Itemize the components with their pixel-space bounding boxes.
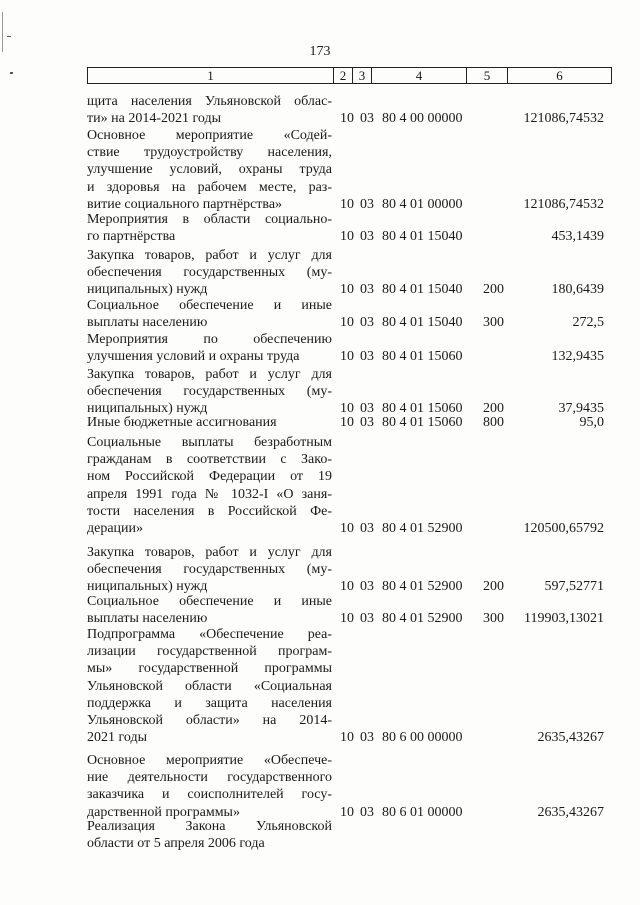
description-line: заказчика и соисполнителей госу- [87,787,332,803]
description-line: щита населения Ульяновской облас- [87,94,332,109]
row-amount: 37,9435 [558,401,604,417]
section-code: 10 [340,804,354,820]
row-amount: 2635,43267 [537,730,604,746]
description-line: Ульяновской области» на 2014- [87,713,332,729]
subsection-code: 03 [360,349,374,365]
target-article-code: 80 4 01 00000 [382,196,463,212]
row-description [87,818,332,852]
description-line: ние деятельности государственного [87,770,332,786]
page-number: 173 [309,44,331,59]
scan-edge [2,12,3,52]
expense-type-code: 300 [483,611,504,627]
section-code: 10 [340,401,354,417]
scan-mark [10,72,13,74]
row-description [87,544,332,596]
description-line: ниципальных) нужд [87,579,208,595]
description-line: Социальные выплаты безработным [87,435,332,450]
section-code: 10 [340,521,354,536]
description-line: Социальное обеспечение и иные [87,594,332,609]
table-header [87,67,612,84]
row-description [87,434,332,537]
expense-type-code: 200 [483,401,504,417]
header-col-5: 5 [467,68,508,83]
scan-mark [7,36,11,37]
header-col-6: 6 [556,68,563,83]
subsection-code: 03 [360,315,374,331]
description-line: выплаты населению [87,315,208,331]
subsection-code: 03 [360,415,374,430]
expense-type-code: 200 [483,282,504,298]
section-code: 10 [340,730,354,746]
target-article-code: 80 4 01 15040 [382,282,463,298]
section-code: 10 [340,196,354,212]
row-amount: 597,52771 [544,579,604,595]
row-description [87,211,332,245]
description-line: ти» на 2014-2021 годы [87,111,221,127]
header-col-4: 4 [372,68,467,83]
description-line: выплаты населению [87,611,208,627]
target-article-code: 80 6 00 00000 [382,730,463,746]
description-line: ниципальных) нужд [87,282,208,298]
description-line: Закупка товаров, работ и услуг для [87,367,332,382]
description-line: ниципальных) нужд [87,401,208,417]
subsection-code: 03 [360,730,374,746]
description-line: ствие трудоустройству населения, [87,145,332,161]
description-line: витие социального партнёрства» [87,196,283,212]
target-article-code: 80 4 01 52900 [382,521,463,536]
row-description [87,297,332,331]
description-line: дарственной программы» [87,804,240,820]
header-col-2: 2 [334,68,353,83]
description-line: поддержка и защита населения [87,695,332,711]
description-line: Основное мероприятие «Обеспече- [87,753,332,768]
target-article-code: 80 4 01 52900 [382,579,463,595]
description-line: апреля 1991 года № 1032-I «О заня- [87,486,332,502]
subsection-code: 03 [360,282,374,298]
row-amount: 119903,13021 [524,611,604,627]
subsection-code: 03 [360,111,374,127]
row-amount: 121086,74532 [523,196,604,212]
subsection-code: 03 [360,196,374,212]
subsection-code: 03 [360,804,374,820]
row-description [87,593,332,627]
description-line: области от 5 апреля 2006 года [87,836,265,852]
target-article-code: 80 4 01 15060 [382,415,463,430]
section-code: 10 [340,315,354,331]
section-code: 10 [340,282,354,298]
expense-type-code: 800 [483,415,504,430]
target-article-code: 80 4 01 15060 [382,401,463,417]
target-article-code: 80 4 01 52900 [382,611,463,627]
description-line: Подпрограмма «Обеспечение реа- [87,627,332,642]
subsection-code: 03 [360,401,374,417]
target-article-code: 80 4 01 15040 [382,315,463,331]
description-line: Закупка товаров, работ и услуг для [87,248,332,263]
description-line: дерации» [87,521,144,537]
target-article-code: 80 4 00 00000 [382,111,463,127]
expense-type-code: 200 [483,579,504,595]
section-code: 10 [340,229,354,245]
description-line: гражданам в соответствии с Зако- [87,452,332,468]
row-description [87,247,332,299]
description-line: Реализация Закона Ульяновской [87,819,332,834]
row-amount: 121086,74532 [523,111,604,127]
expense-type-code: 300 [483,315,504,331]
section-code: 10 [340,415,354,430]
description-line: улучшения условий и охраны труда [87,349,300,365]
description-line: обеспечения государственных (му- [87,562,332,578]
row-description [87,331,332,365]
section-code: 10 [340,611,354,627]
description-line: Ульяновской области «Социальная [87,678,332,694]
row-amount: 180,6439 [551,282,604,298]
description-line: ном Российской Федерации от 19 [87,469,332,485]
description-line: обеспечения государственных (му- [87,265,332,281]
header-col-3: 3 [353,68,372,83]
row-description [87,626,332,746]
row-amount: 120500,65792 [523,521,604,536]
row-description [87,414,332,431]
row-amount: 453,1439 [551,229,604,245]
description-line: Мероприятия в области социально- [87,212,332,227]
subsection-code: 03 [360,579,374,595]
row-amount: 272,5 [572,315,604,331]
description-line: тости населения в Российской Фе- [87,503,332,519]
row-description [87,752,332,821]
row-description [87,366,332,418]
description-line: лизации государственной програм- [87,644,332,660]
description-line: го партнёрства [87,229,176,245]
row-amount: 2635,43267 [537,804,604,820]
row-description [87,127,332,213]
description-line: улучшение условий, охраны труда [87,162,332,178]
target-article-code: 80 4 01 15060 [382,349,463,365]
description-line: мы» государственной программы [87,661,332,677]
description-line: 2021 годы [87,730,148,746]
row-amount: 132,9435 [551,349,604,365]
subsection-code: 03 [360,229,374,245]
target-article-code: 80 4 01 15040 [382,229,463,245]
row-amount: 95,0 [579,415,604,430]
description-line: Социальное обеспечение и иные [87,298,332,313]
description-line: и здоровья на рабочем месте, раз- [87,179,332,195]
subsection-code: 03 [360,611,374,627]
section-code: 10 [340,349,354,365]
description-line: Закупка товаров, работ и услуг для [87,545,332,560]
section-code: 10 [340,111,354,127]
description-line: Основное мероприятие «Содей- [87,128,332,143]
row-description [87,93,332,127]
header-col-1: 1 [88,68,334,83]
description-line: Иные бюджетные ассигнования [87,415,277,430]
description-line: обеспечения государственных (му- [87,384,332,400]
subsection-code: 03 [360,521,374,536]
description-line: Мероприятия по обеспечению [87,332,332,347]
target-article-code: 80 6 01 00000 [382,804,463,820]
section-code: 10 [340,579,354,595]
